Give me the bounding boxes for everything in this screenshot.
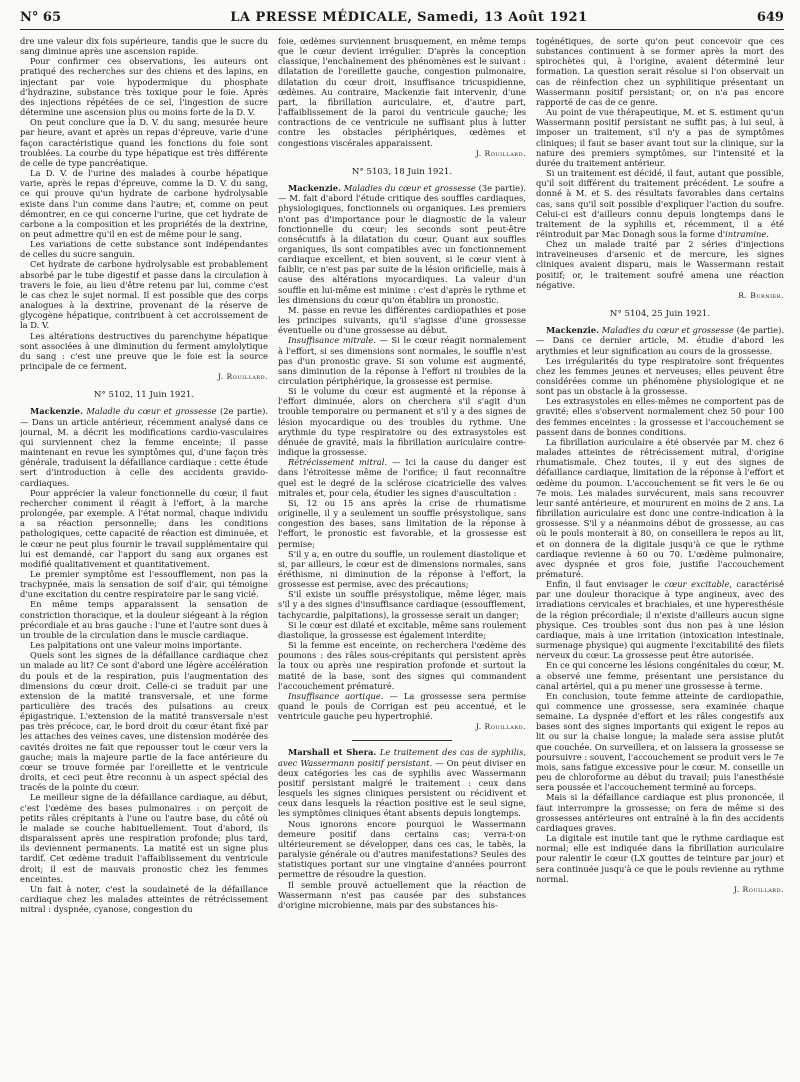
paragraph: Les variations de cette substance sont indépendantes de celles du sucre sanguin. [20,239,268,260]
column-2 [278,36,526,1076]
paragraph: Les altérations destructives du parenchyme hépatique sont associées à une diminution du ferment amylolytique du sang : c'est une preuve que le foie est la source principale de ce ferment. [20,330,268,371]
article-text: (4e partie). — Dans ce dernier article, M. étudie d'abord les arythmies et leur signification au cours de la grossesse. [536,325,784,356]
paragraph: Si le volume du cœur est augmenté et la réponse à l'effort diminuée, alors on cherchera s'il s'agit d'un trouble temporaire ou permanent et s'il y a des signes de lésion myocardique ou des troubles du rythme. Une arythmie du type respiratoire ou des extrasystoles est dénuée de gravité, mais la fibrillation auriculaire contre-indique la grossesse. [278,386,526,458]
issue-number: N° 65 [20,10,61,25]
article-intro [278,747,526,818]
article-title: Maladies du cœur et grossesse [343,183,476,194]
paragraph-text: — Si le cœur réagit normalement à l'effort, si ses dimensions sont normales, le souffle n'est pas d'un pronostic grave. Si son volume est augmenté, sans diminution de la réponse à l'effort ni troubles de la circulation périphérique, la grossesse est permise. [278,335,526,386]
paragraph: La fibrillation auriculaire a été observée par M. chez 6 malades atteintes de rétrécissement mitral, d'origine rhumatismale. Chez toutes, il y eut des signes de défaillance cardiaque, limitation de la réponse à l'effort et œdème du poumon. L'accouchement se fit vers le 6e ou 7e mois. Les malades survécurent, mais sans recouvrer leur santé antérieure, et moururent en moins de 2 ans. La fibrillation auriculaire est donc une contre-indication à la grossesse. S'il y a néanmoins début de grossesse, au cas où le pouls monterait à 80, on conseillera le repos au lit, et on donnera de la digitale jusqu'à ce que le rythme cardiaque revienne à 60 ou 70. L'œdème pulmonaire, avec dyspnée et gros foie, justifie l'accouchement prématuré. [536,436,784,579]
paragraph [278,691,526,721]
subheading: Rétrécissement mitral. [288,457,388,468]
issue-date: Samedi, 13 Août 1921 [417,10,588,25]
paragraph: Les irrégularités du type respiratoire sont fréquentes chez les femmes jeunes et nerveuses; elles peuvent être considérées comme un phénomène physiologique et ne sont pas un obstacle à la grossesse. [536,355,784,397]
subheading: Insuffisance mitrale. [288,335,376,346]
paragraph-text: Si un traitement est décidé, il faut, autant que possible, qu'il soit différent du traitement précédent. Le soufre a donné à M. et S. des résultats favorables dans certains cas, sans qu'il soit possible d'expliquer l'action du soufre. Celui-ci est d'ailleurs connu depuis longtemps dans le traitement de la syphilis et, récemment, il a été réintroduit par Mac Donagh sous la forme d' [536,168,784,239]
paragraph-text: — Ici la cause du danger est dans l'étroitesse même de l'orifice; il faut reconnaître quel est le degré de la sclérose cicatricielle des valves mitrales et, pour cela, étudier les signes d'auscultation : [278,457,526,498]
page-number: 649 [756,10,784,25]
article-author: Mackenzie. [546,325,599,336]
paragraph: Pour apprécier la valeur fonctionnelle du cœur, il faut rechercher comment il réagit à l'effort, à la marche prolongée, par exemple. A l'état normal, chaque individu a sa réaction personnelle; dans les conditions pathologiques, cette capacité de réaction est diminuée, et le cœur ne peut plus fournir le travail supplémentaire qui lui est demandé, car l'apport du sang aux organes est modifié qualitativement et quantitativement. [20,487,268,569]
paragraph: Cet hydrate de carbone hydrolysable est probablement absorbé par le tube digestif et passe dans la circulation à travers le foie, au lieu d'être retenu par lui, comme c'est le cas chez le sujet normal. Il est possible que des corps analogues à la dextrine, provenant de la réserve de glycogène hépatique, contribuent à cet accroissement de la D. V. [20,259,268,331]
paragraph: Un fait à noter, c'est la soudaineté de la défaillance cardiaque chez les malades atteintes de rétrécissement mitral : dyspnée, cyanose, congestion du [20,883,268,915]
paragraph: togénétiques, de sorte qu'on peut concevoir que ces substances continuent à se former après la mort des spirochètes qui, à l'origine, avaient déterminé leur formation. La question serait résolue si l'on observait un cas de réinfection chez un syphilitique présentant un Wassermann positif persistant; or, on n'a pas encore rapporté de cas de ce genre. [536,36,784,107]
paragraph: Mais si la défaillance cardiaque est plus prononcée, il faut interrompre la grossesse; on fera de même si des grossesses antérieures ont entraîné à la fin des accidents cardiaques graves. [536,792,784,833]
paragraph [278,335,526,386]
paragraph: Au point de vue thérapeutique, M. et S. estiment qu'un Wassermann positif persistant ne suffit pas, à lui seul, à imposer un traitement, s'il n'y a pas de symptômes cliniques; il faut se baser avant tout sur la clinique, sur la nature des premiers symptômes, sur l'intensité et la durée du traitement antérieur. [536,107,784,168]
signature: J. Rouillard. [475,722,526,732]
article-intro [278,183,526,305]
paragraph: Si la femme est enceinte, on recherchera l'œdème des poumons : des râles sous-crépitants qui persistent après la toux ou après une respiration profonde et surtout la matité de la base, sont des signes qui commandent l'accouchement prématuré. [278,640,526,691]
paragraph: S'il existe un souffle présystolique, même léger, mais s'il y a des signes d'insuffisance cardiaque (essoufflement, tachycardie, palpitations), la grossesse serait un danger; [278,589,526,620]
paragraph: Le meilleur signe de la défaillance cardiaque, au début, c'est l'œdème des bases pulmonaires : on perçoit de petits râles crépitants à l'une ou l'autre base, du côté où le malade se couche habituellement. Tout d'abord, ils disparaissent après une respiration profonde; plus tard, ils deviennent permanents. La matité est un signe plus tardif. Cet œdème traduit l'affaiblissement du ventricule droit; il est de mauvais pronostic chez les femmes enceintes. [20,792,268,884]
paragraph: Quels sont les signes de la défaillance cardiaque chez un malade au lit? Ce sont d'abord une légère accélération du pouls et de la respiration, puis l'augmentation des dimensions du cœur droit. Celle-ci se traduit par une extension de la matité transversale, et une forme particulière des tracés des pulsations au creux épigastrique. L'extension de la matité transversale n'est pas très précoce, car, le bord droit du cœur étant fixé par les attaches des veines caves, une distension modérée des cavités droites ne fait que repousser tout le cœur vers la gauche; mais la majeure partie de la face antérieure du cœur se trouve formée par l'oreillette et le ventricule droits, et ceci peut être reconnu à un aspect spécial des tracés de la pointe du cœur. [20,650,268,793]
paragraph: S'il y a, en outre du souffle, un roulement diastolique et si, par ailleurs, le cœur est de dimensions normales, sans éréthisme, ni diminution de la réponse à l'effort, la grossesse est permise, avec des précautions; [278,548,526,590]
paragraph: Les extrasystoles en elles-mêmes ne comportent pas de gravité; elles s'observent normalement chez 50 pour 100 des femmes enceintes : la grossesse et l'accouchement se passent dans de bonnes conditions. [536,396,784,437]
paragraph [278,457,526,498]
paragraph: Si, 12 ou 15 ans après la crise de rhumatisme originelle, il y a seulement un souffle présystolique, sans congestion des bases, sans limitation de la réponse à l'effort, le pronostic est favorable, et la grossesse est permise; [278,497,526,549]
paragraph: En conclusion, toute femme atteinte de cardiopathie, qui commence une grossesse, sera examinée chaque semaine. La dyspnée d'effort et les râles congestifs aux bases sont des signes importants qui exigent le repos au lit ou sur la chaise longue; la malade sera assise plutôt que couchée. On surveillera, et on laissera la grossesse se poursuivre : souvent, l'accouchement se produit vers le 7e mois, sans fatigue excessive pour le cœur. M. conseille un peu de chloroforme au début du travail; puis l'anesthésie sera poussée et l'accouchement terminé au forceps. [536,690,784,793]
article-author: Marshall et Shera. [288,747,377,758]
article-author: Mackenzie. [30,406,83,417]
paragraph: foie, œdèmes surviennent brusquement, en même temps que le cœur devient irrégulier. D'après la conception classique, l'enchaînement des phénomènes est le suivant : dilatation de l'oreillette gauche, congestion pulmonaire, dilatation du cœur droit, insuffisance tricuspidienne, œdèmes. Au contraire, Mackenzie fait intervenir, d'une part, la fibrillation auriculaire, et, d'autre part, l'affaiblissement de la paroi du ventricule gauche; les contractions de ce ventricule ne suffisant plus à lutter contre les obstacles périphériques, œdèmes et congestions viscérales apparaissent. [278,36,526,148]
paragraph-text: — La grossesse sera permise quand le pouls de Corrigan est peu accentué, et le ventricule gauche peu hypertrophié. [278,690,526,722]
paragraph: M. passe en revue les différentes cardiopathies et pose les principes suivants, qu'il s'agisse d'une grossesse éventuelle ou d'une grossesse au début. [278,304,526,336]
article-title: Maladie du cœur et grossesse [86,406,217,417]
paragraph: Les palpitations ont une valeur moins importante. [30,640,242,651]
paragraph-text: Enfin, il faut envisager le [546,579,665,590]
paragraph: En ce qui concerne les lésions congénitales du cœur, M. a observé une femme, présentant une persistance du canal artériel, qui a pu mener une grossesse à terme. [536,660,784,691]
article-intro [536,325,784,355]
section-heading: N° 5102, 11 Juin 1921. [93,390,195,401]
signature: J. Rouillard. [733,884,784,894]
paragraph: Si le cœur est dilaté et excitable, même sans roulement diastolique, la grossesse est également interdite; [278,619,526,640]
masthead [20,10,784,30]
article-intro [20,406,268,487]
column-3 [536,36,784,1076]
article-title: Le traitement des cas de syphilis, avec Wassermann positif persistant. [278,747,526,768]
paragraph: La digitale est inutile tant que le rythme cardiaque est normal; elle est indiquée dans la fibrillation auriculaire pour ralentir le cœur (LX gouttes de teinture par jour) et sera continuée jusqu'à ce que le pouls revienne au rythme normal. [536,833,784,884]
paragraph: La D. V. de l'urine des malades à courbe hépatique varie, après le repas d'épreuve, comme la D. V. du sang, ce qui prouve qu'un hydrate de carbone hydrolysable existe dans l'un comme dans l'autre; et, comme on peut démontrer, en ce qui concerne l'urine, que cet hydrate de carbone a la composition et les propriétés de la dextrine, on peut admettre qu'il en est de même pour le sang. [20,168,268,239]
masthead-title [230,10,587,25]
paragraph: En même temps apparaissent la sensation de constriction thoracique, et la douleur siégeant à la région précordiale et au bras gauche : l'une et l'autre sont dues à un trouble de la circulation dans le muscle cardiaque. [20,599,268,640]
paragraph: On peut conclure que la D. V. du sang, mesurée heure par heure, avant et après un repas d'épreuve, varie d'une façon caractéristique quand les fonctions du foie sont troublées. La courbe du type hépatique est très différente de celle de type pancréatique. [20,117,268,168]
paragraph: Nous ignorons encore pourquoi le Wassermann demeure positif dans certains cas; verra-t-on ultérieurement se développer, dans ces cas, le tabès, la paralysie générale ou d'autres manifestations? Seules des statistiques portant sur une vingtaine d'années pourront permettre de résoudre la question. [278,818,526,880]
subheading: Insuffisance aortique. [288,690,384,701]
journal-name: LA PRESSE MÉDICALE, [230,10,413,25]
signature: R. Burnier. [738,290,784,300]
italic-term: cœur excitable [664,579,730,590]
article-author: Mackenzie. [288,183,341,194]
italic-term: intramine [725,228,767,239]
paragraph: Le premier symptôme est l'essoufflement, non pas la trachypnée, mais la sensation de soif d'air, qui témoigne d'une excitation du centre respiratoire par le sang vicié. [20,568,268,600]
signature: J. Rouillard. [475,148,526,158]
column-1 [20,36,268,1076]
paragraph: Pour confirmer ces observations, les auteurs ont pratiqué des recherches sur des chiens et des lapins, en injectant par voie hypodermique du phosphate d'hydrazine, substance très toxique pour le foie. Après des injections répétées de ce sel, l'ingestion de sucre détermine une ascension plus ou moins forte de la D. V. [20,56,268,118]
paragraph [536,579,784,660]
paragraph: Il semble prouvé actuellement que la réaction de Wassermann n'est pas causée par des substances d'origine microbienne, mais par des substances his- [278,879,526,910]
article-title: Maladies du cœur et grossesse [601,325,734,336]
article-text: — On peut diviser en deux catégories les cas de syphilis avec Wassermann positif persistant malgré le traitement : ceux dans lesquels les signes cliniques persistent ou récidivent et ceux dans lesquels la réaction positive est le seul signe, les symptômes cliniques étant absents depuis longtemps. [278,757,526,819]
columns [20,36,784,1076]
article-text: (2e partie). — Dans un article antérieur, récemment analysé dans ce journal, M. a décrit les modifications cardio-vasculaires qui surviennent chez la femme enceinte; il passe maintenant en revue les symptômes qui, d'une façon très générale, traduisent la défaillance cardiaque : cette étude sert d'introduction à celle des accidents gravido-cardiaques. [20,406,268,488]
paragraph: dre une valeur dix fois supérieure, tandis que le sucre du sang diminue après une ascension rapide. [20,36,268,57]
paragraph: Chez un malade traité par 2 séries d'injections intraveineuses d'arsenic et de mercure, les signes cliniques avaient disparu, mais le Wassermann restait positif; or, le traitement soufré amena une réaction négative. [536,239,784,290]
paragraph-text: . [766,228,770,239]
section-heading: N° 5103, 18 Juin 1921. [351,166,453,177]
paragraph [536,168,784,239]
divider [352,740,451,741]
paragraph-text: , caractérisé par une douleur thoracique à type angineux, avec des irradiations cervicales et brachiales, et une hyperesthésie de la région précordiale; il n'existe d'ailleurs aucun signe physique. Ces troubles sont dus non pas à une lésion cardiaque, mais à une irritation (intoxication intestinale, surmenage physique) qui augmente l'excitabilité des filets nerveux du cœur. La grossesse peut être autorisée. [536,579,784,661]
signature: J. Rouillard. [217,372,268,382]
section-heading: N° 5104, 25 Juin 1921. [609,309,711,320]
article-text: (3e partie). — M. fait d'abord l'étude critique des souffles cardiaques, physiologiques, fonctionnels ou organiques. Les premiers n'ont pas d'importance pour le diagnostic de la valeur fonctionnelle du cœur; les seconds sont peut-être consécutifs à la dilatation du cœur. Quant aux souffles organiques, ils sont compatibles avec un fonctionnement cardiaque excellent, et bien souvent, si le cœur vient à faiblir, ce n'est pas par suite de la lésion orificielle, mais à cause des altérations myocardiques. La valeur d'un souffle en lui-même est minime : c'est d'après le rythme et les dimensions du cœur qu'on établira un pronostic. [278,183,526,305]
